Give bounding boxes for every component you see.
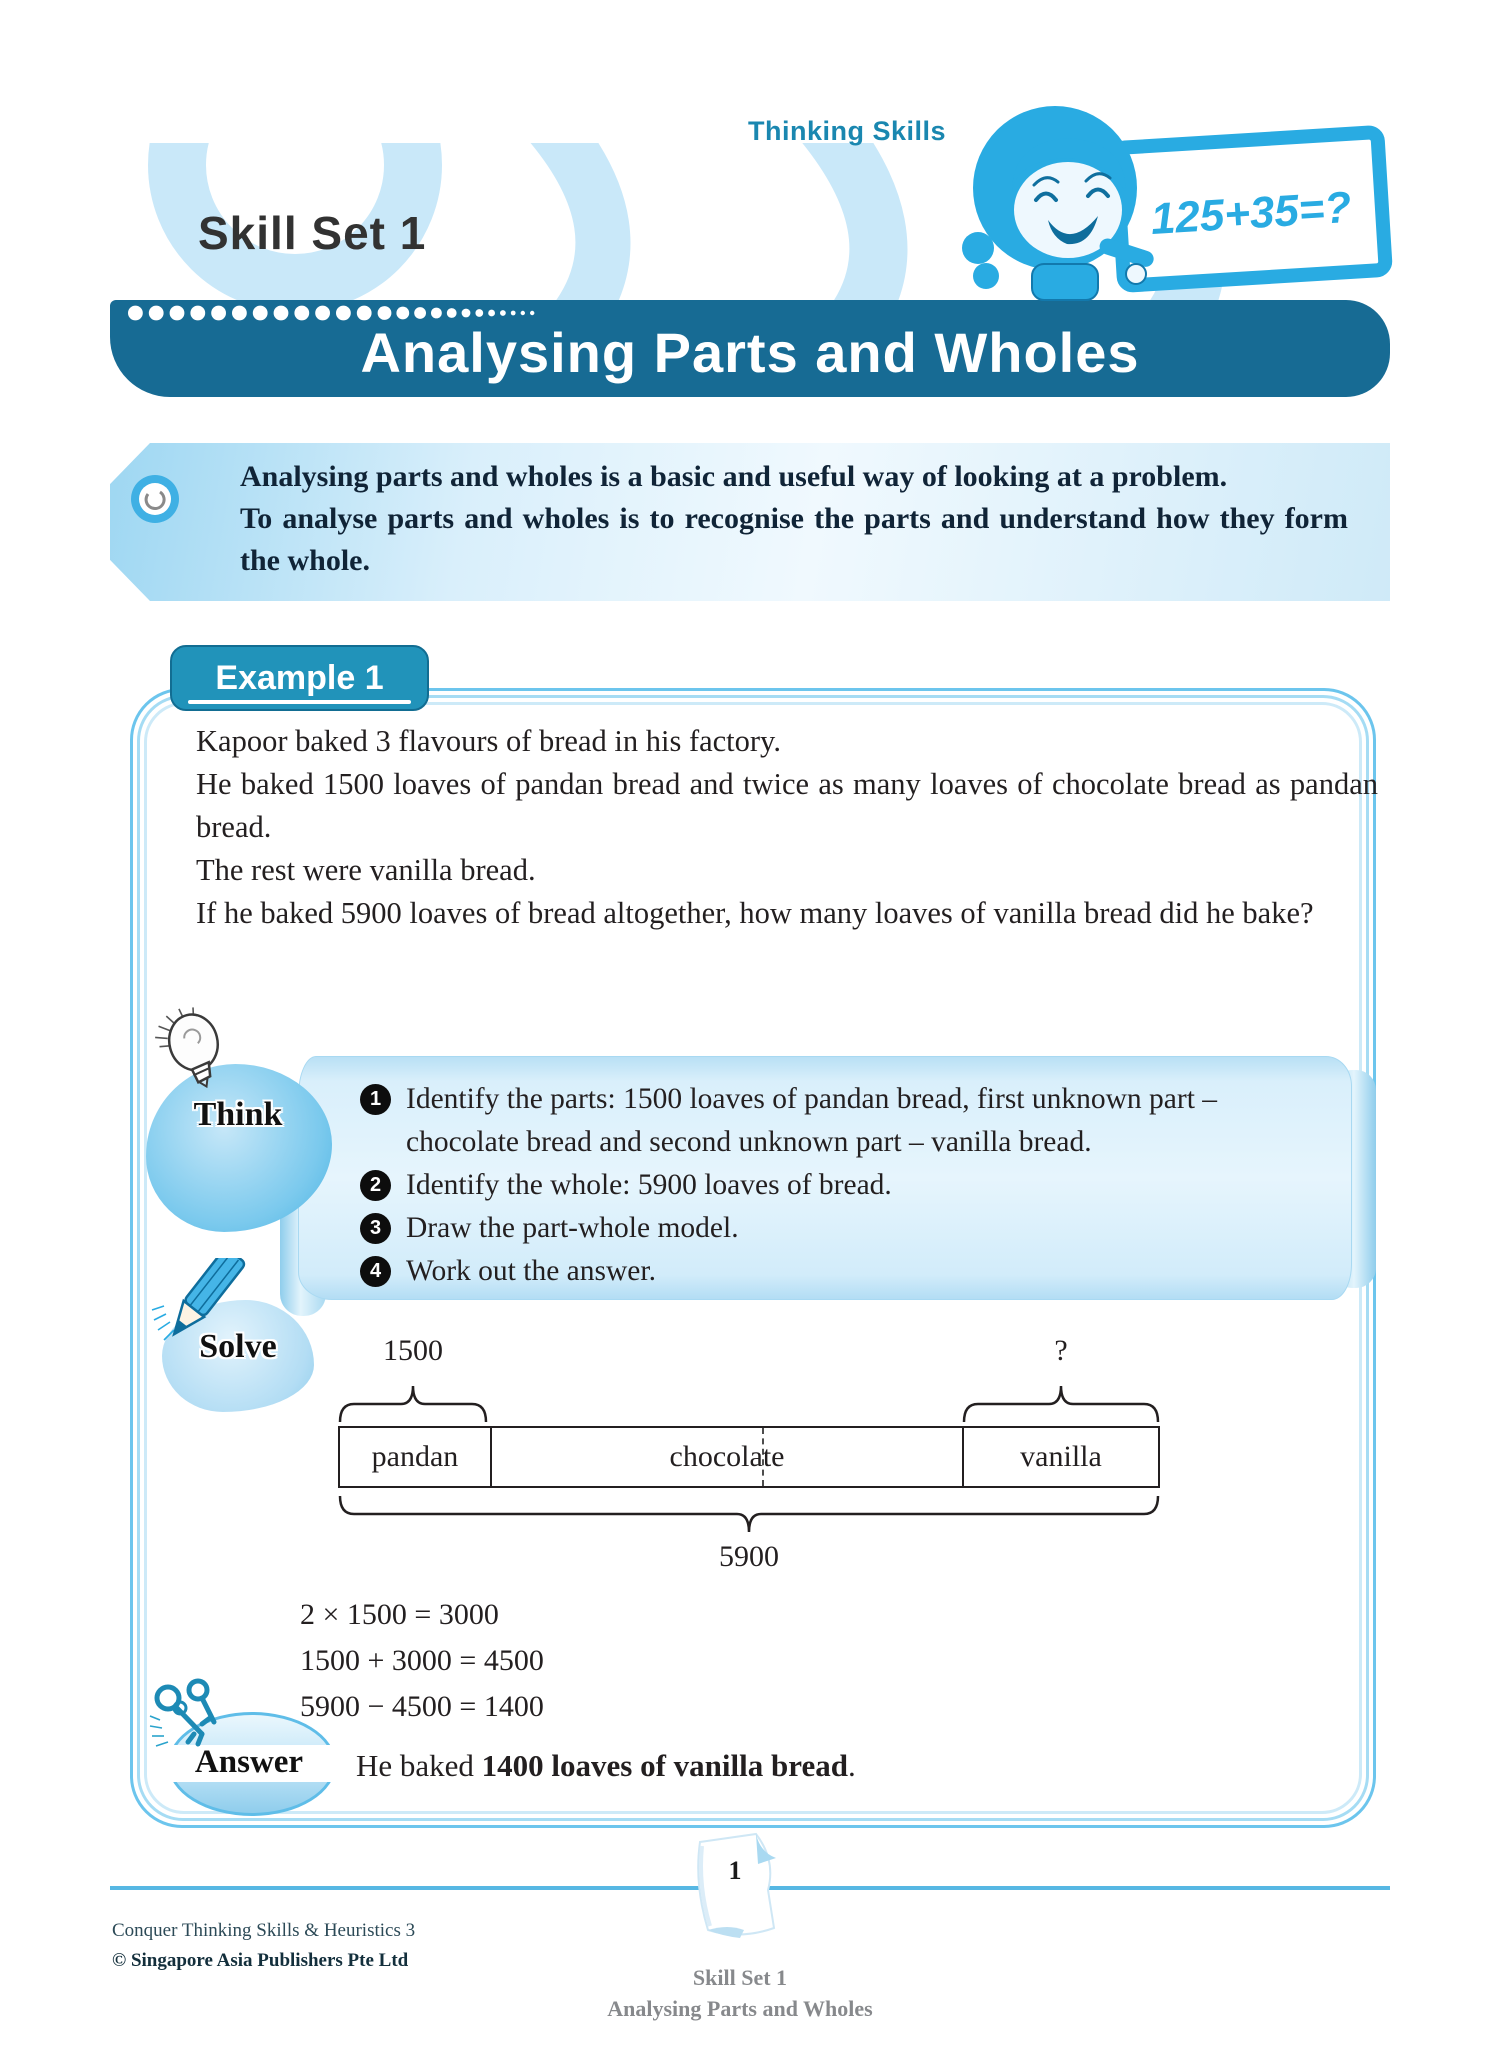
step-number-badge: 4 bbox=[360, 1256, 391, 1287]
think-label: Think bbox=[193, 1096, 283, 1133]
bar-cell-pandan bbox=[340, 1428, 490, 1486]
intro-sentence-1: Analysing parts and wholes is a basic and useful way of looking at a problem. bbox=[240, 460, 1228, 493]
girl-icon bbox=[962, 106, 1156, 300]
brace-top-right-icon bbox=[962, 1378, 1160, 1424]
skill-set-heading: Skill Set 1 bbox=[198, 207, 427, 259]
think-step bbox=[360, 1078, 1312, 1164]
brace-bottom-icon bbox=[338, 1494, 1160, 1540]
example-label: Example 1 bbox=[215, 658, 384, 697]
bar-model-strip bbox=[338, 1426, 1160, 1488]
answer-prefix: He baked bbox=[356, 1748, 482, 1783]
example-badge bbox=[170, 645, 429, 711]
footer-publisher: © Singapore Asia Publishers Pte Ltd bbox=[112, 1950, 409, 1971]
equation-line: 5900 − 4500 = 1400 bbox=[300, 1690, 544, 1723]
footer-running-title bbox=[440, 1962, 1040, 2024]
series-title: Thinking Skills bbox=[748, 116, 947, 146]
footer-skill-set: Skill Set 1 bbox=[692, 1965, 788, 1990]
bar-cell-label: pandan bbox=[371, 1440, 459, 1473]
step-text: Identify the whole: 5900 loaves of bread. bbox=[406, 1169, 892, 1201]
footer-topic: Analysing Parts and Wholes bbox=[607, 1996, 873, 2021]
model-part1-value: 1500 bbox=[383, 1334, 443, 1367]
answer-sentence bbox=[356, 1748, 856, 1784]
problem-statement bbox=[196, 720, 1378, 935]
step-text: Draw the part-whole model. bbox=[406, 1212, 739, 1244]
bar-cell-vanilla bbox=[964, 1428, 1158, 1486]
tag-grommet-icon bbox=[130, 474, 180, 524]
step-number-badge: 2 bbox=[360, 1170, 391, 1201]
problem-line: He baked 1500 loaves of pandan bread and twice as many loaves of chocolate bread as pandan bread. bbox=[196, 767, 1378, 844]
whiteboard-icon bbox=[1116, 132, 1386, 286]
chapter-banner bbox=[110, 300, 1390, 397]
equation-line: 1500 + 3000 = 4500 bbox=[300, 1644, 544, 1677]
step-number-badge: 1 bbox=[360, 1084, 391, 1115]
intro-paragraph bbox=[240, 456, 1348, 582]
answer-highlight: 1400 loaves of vanilla bread bbox=[481, 1748, 848, 1783]
footer-book-title: Conquer Thinking Skills & Heuristics 3 bbox=[112, 1920, 416, 1941]
working-equations bbox=[300, 1592, 544, 1730]
bar-cell-label: chocolate bbox=[669, 1440, 785, 1473]
step-text: Work out the answer. bbox=[406, 1255, 656, 1287]
think-steps bbox=[360, 1078, 1312, 1293]
page-number: 1 bbox=[728, 1856, 742, 1885]
step-text: Identify the parts: 1500 loaves of pandan bread, first unknown part – chocolate bread and second unknown part – vanilla bread. bbox=[406, 1083, 1218, 1158]
bar-cell-label: vanilla bbox=[1020, 1440, 1102, 1473]
model-unknown-value: ? bbox=[1054, 1334, 1068, 1367]
answer-suffix: . bbox=[847, 1748, 856, 1783]
think-step bbox=[360, 1164, 1312, 1207]
brace-top-left-icon bbox=[338, 1378, 488, 1424]
problem-line: The rest were vanilla bread. bbox=[196, 853, 536, 887]
think-step bbox=[360, 1250, 1312, 1293]
problem-line: Kapoor baked 3 flavours of bread in his factory. bbox=[196, 724, 781, 758]
answer-label: Answer bbox=[194, 1744, 304, 1780]
bar-cell-chocolate bbox=[490, 1428, 964, 1486]
chapter-title: Analysing Parts and Wholes bbox=[360, 321, 1140, 384]
step-number-badge: 3 bbox=[360, 1213, 391, 1244]
intro-sentence-2: To analyse parts and wholes is to recognise the parts and understand how they form the whole. bbox=[240, 502, 1348, 577]
think-step bbox=[360, 1207, 1312, 1250]
solve-label: Solve bbox=[199, 1328, 277, 1365]
mascot-girl-with-board-illustration bbox=[950, 88, 1395, 302]
equation-line: 2 × 1500 = 3000 bbox=[300, 1598, 499, 1631]
problem-line: If he baked 5900 loaves of bread altogether, how many loaves of vanilla bread did he bake? bbox=[196, 896, 1314, 930]
model-total-value: 5900 bbox=[719, 1540, 779, 1573]
board-equation: 125+35=? bbox=[1149, 182, 1353, 245]
light-bulb-icon bbox=[148, 1003, 236, 1103]
